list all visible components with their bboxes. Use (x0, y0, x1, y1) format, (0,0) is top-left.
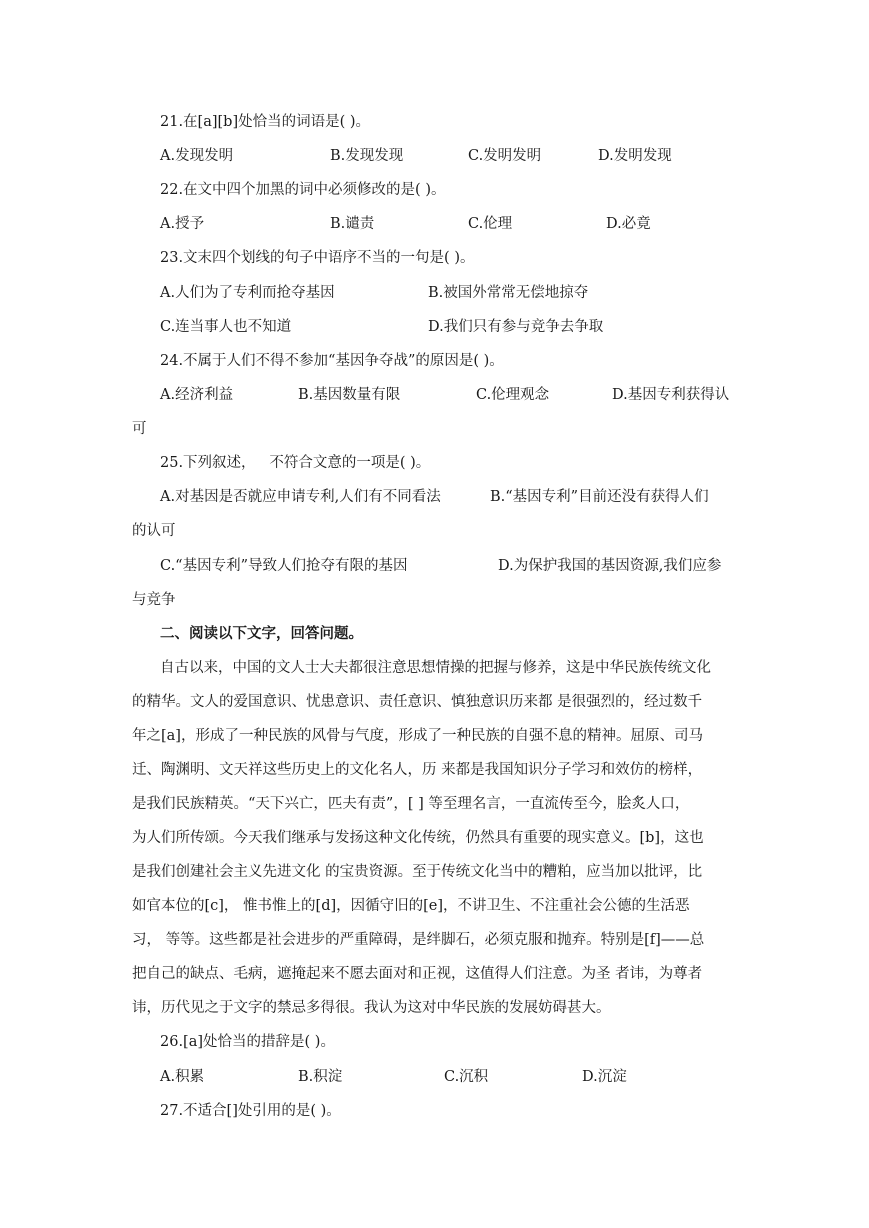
question-25-option-b-wrap: 的认可 (132, 523, 176, 539)
question-23-option-a: A.人们为了专利而抢夺基因 (160, 285, 335, 301)
question-24-stem: 24.不属于人们不得不参加“基因争夺战”的原因是( )。 (160, 353, 504, 369)
question-26-option-c: C.沉积 (444, 1069, 489, 1085)
question-25-option-d: D.为保护我国的基因资源,我们应参 (498, 558, 722, 574)
question-24-option-d-wrap: 可 (132, 421, 147, 437)
question-23-option-c: C.连当事人也不知道 (160, 319, 292, 335)
passage-line: 年之[a]，形成了一种民族的风骨与气度，形成了一种民族的自强不息的精神。屈原、司马 (132, 728, 703, 744)
question-23-option-b: B.被国外常常无偿地掠夺 (428, 285, 589, 301)
passage-line: 的精华。文人的爱国意识、忧患意识、责任意识、慎独意识历来都 是很强烈的，经过数千 (132, 694, 703, 710)
passage-line: 习， 等等。这些都是社会进步的严重障碍，是绊脚石，必须克服和抛弃。特别是[f]——总 (132, 932, 705, 948)
question-22-stem: 22.在文中四个加黑的词中必须修改的是( )。 (160, 182, 446, 198)
question-23-stem: 23.文末四个划线的句子中语序不当的一句是( )。 (160, 250, 475, 266)
section-heading: 二、阅读以下文字，回答问题。 (160, 625, 363, 642)
question-21-option-b: B.发现发现 (330, 148, 404, 164)
passage-line: 是我们民族精英。“天下兴亡，匹夫有责”，[ ] 等至理名言，一直流传至今，脍炙人口， (132, 796, 690, 812)
passage-line: 为人们所传颂。今天我们继承与发扬这种文化传统，仍然具有重要的现实意义。[b]，这也 (132, 830, 704, 846)
question-24-option-a: A.经济利益 (160, 387, 234, 403)
passage-line: 自古以来，中国的文人士大夫都很注意思想情操的把握与修养，这是中华民族传统文化 (160, 660, 711, 676)
question-22-option-c: C.伦理 (468, 216, 513, 232)
passage-line: 把自己的缺点、毛病，遮掩起来不愿去面对和正视，这值得人们注意。为圣 者讳，为尊者 (132, 966, 703, 982)
question-21-stem: 21.在[a][b]处恰当的词语是( )。 (160, 114, 371, 130)
passage-line: 如官本位的[c]， 惟书惟上的[d]，因循守旧的[e]，不讲卫生、不注重社会公德的生活恶 (132, 898, 690, 914)
question-22-option-b: B.谴责 (330, 216, 375, 232)
question-21-option-a: A.发现发明 (160, 148, 234, 164)
question-27-stem: 27.不适合[]处引用的是( )。 (160, 1103, 341, 1119)
question-26-option-d: D.沉淀 (582, 1069, 627, 1085)
question-24-option-c: C.伦理观念 (476, 387, 550, 403)
question-21-option-c: C.发明发明 (468, 148, 542, 164)
question-25-option-b: B.“基因专利”目前还没有获得人们 (490, 489, 709, 505)
passage-line: 讳，历代见之于文字的禁忌多得很。我认为这对中华民族的发展妨碍甚大。 (132, 1000, 611, 1016)
question-22-option-d: D.必竟 (606, 216, 651, 232)
question-25-option-d-wrap: 与竞争 (132, 592, 176, 608)
question-24-option-b: B.基因数量有限 (298, 387, 401, 403)
question-26-stem: 26.[a]处恰当的措辞是( )。 (160, 1034, 335, 1050)
question-26-option-a: A.积累 (160, 1069, 205, 1085)
question-22-option-a: A.授予 (160, 216, 205, 232)
question-24-option-d: D.基因专利获得认 (612, 387, 730, 403)
question-26-option-b: B.积淀 (298, 1069, 343, 1085)
passage-line: 是我们创建社会主义先进文化 的宝贵资源。至于传统文化当中的糟粕，应当加以批评，比 (132, 864, 703, 880)
question-25-stem: 25.下列叙述， 不符合文意的一项是( )。 (160, 455, 431, 471)
question-21-option-d: D.发明发现 (598, 148, 672, 164)
question-25-option-c: C.“基因专利”导致人们抢夺有限的基因 (160, 558, 408, 574)
question-23-option-d: D.我们只有参与竞争去争取 (428, 319, 604, 335)
passage-line: 迁、陶渊明、文天祥这些历史上的文化名人，历 来都是我国知识分子学习和效仿的榜样， (132, 762, 703, 778)
question-25-option-a: A.对基因是否就应申请专利,人们有不同看法 (160, 489, 441, 505)
